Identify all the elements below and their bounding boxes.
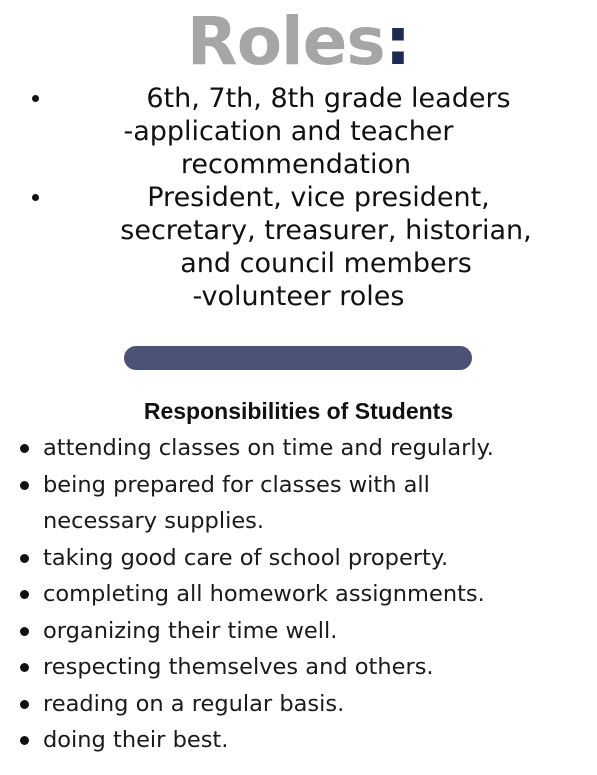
list-item-text: doing their best.: [43, 727, 229, 753]
role-line: secretary, treasurer, historian,: [120, 215, 532, 246]
list-item-text: attending classes on time and regularly.: [43, 435, 494, 461]
list-item-text: organizing their time well.: [43, 617, 338, 644]
list-item-text: reading on a regular basis.: [43, 690, 345, 717]
roles-title: [0, 4, 597, 80]
role-line: and council members: [180, 248, 472, 279]
bullet-icon: [20, 663, 29, 672]
bullet-icon: [32, 95, 39, 102]
list-item-text: being prepared for classes with all: [43, 471, 430, 498]
roles-title-colon: :: [384, 3, 411, 80]
bullet-icon: [20, 554, 29, 563]
list-item-text: necessary supplies.: [43, 508, 265, 534]
list-item-text: taking good care of school property.: [43, 544, 449, 571]
list-item: [0, 722, 597, 759]
role-item-officers: [0, 181, 597, 313]
list-item: [0, 430, 597, 467]
role-line: 6th, 7th, 8th grade leaders: [146, 83, 511, 114]
bullet-icon: [20, 444, 29, 453]
bullet-icon: [20, 736, 29, 745]
list-item: [0, 540, 597, 577]
bullet-icon: [20, 590, 29, 599]
list-item: [0, 467, 597, 540]
bullet-icon: [20, 700, 29, 709]
responsibilities-heading: Responsibilities of Students: [143, 398, 454, 424]
role-line: President, vice president,: [147, 182, 490, 213]
list-item-text: respecting themselves and others.: [43, 654, 434, 680]
bullet-icon: [20, 481, 29, 490]
list-item: [0, 576, 597, 613]
role-line: -application and teacher: [123, 116, 454, 147]
list-item: [0, 613, 597, 650]
role-item-grade-leaders: [0, 82, 597, 181]
role-line: -volunteer roles: [192, 281, 405, 312]
roles-title-word: Roles: [186, 3, 385, 80]
responsibilities-list: [0, 430, 597, 759]
role-line: recommendation: [180, 149, 412, 180]
list-item-text: completing all homework assignments.: [43, 581, 485, 607]
list-item: [0, 686, 597, 723]
divider-bar: [124, 346, 472, 370]
bullet-icon: [20, 627, 29, 636]
bullet-icon: [32, 194, 39, 201]
list-item: [0, 649, 597, 686]
roles-list: [0, 82, 597, 313]
